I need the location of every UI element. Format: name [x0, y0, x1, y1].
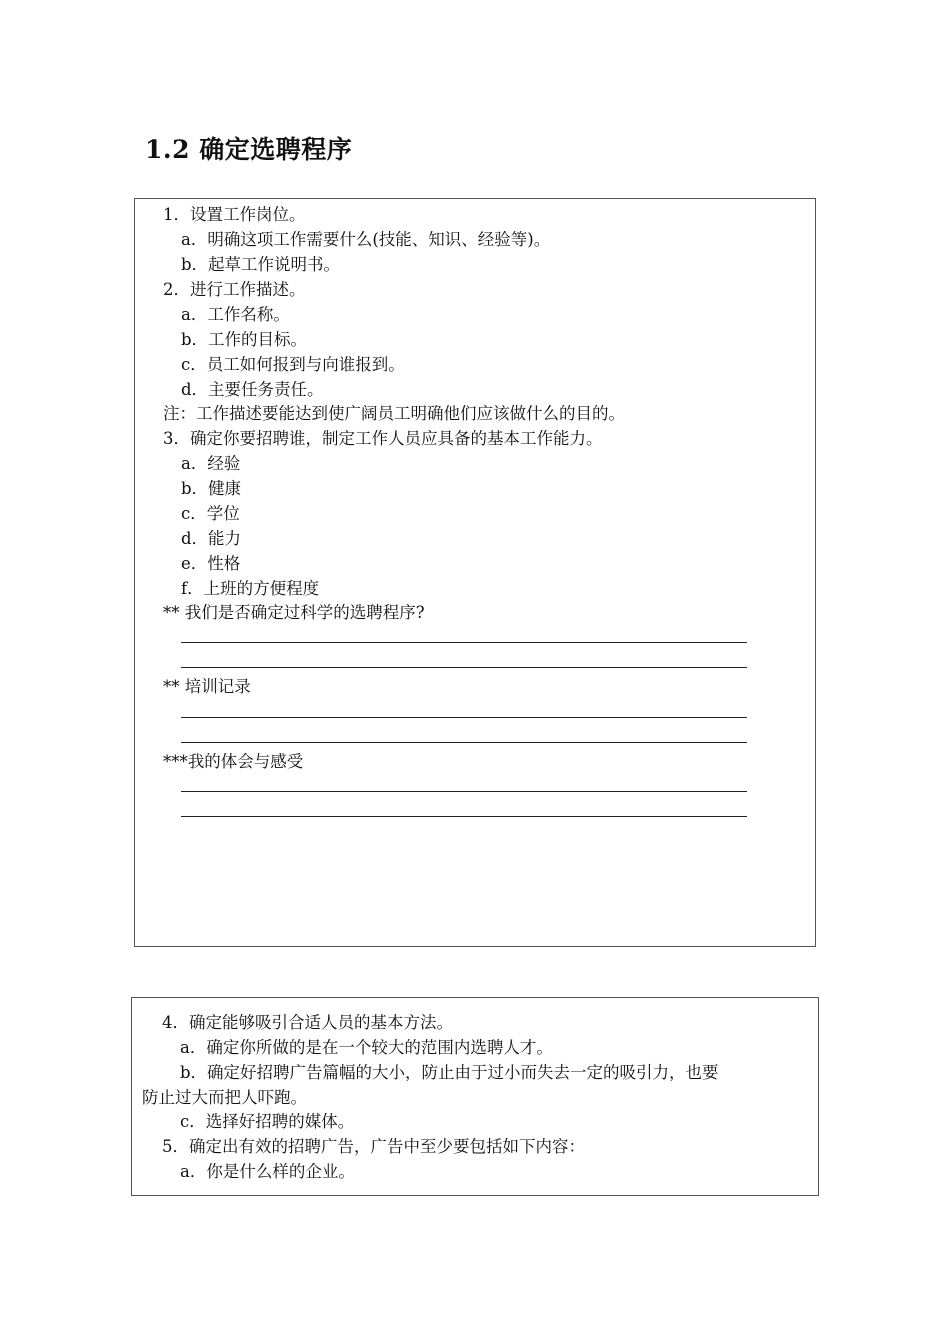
- question-procedure: ** 我们是否确定过科学的选聘程序?: [163, 603, 425, 622]
- step-2c: c．员工如何报到与向谁报到。: [181, 355, 405, 374]
- step-2: 2．进行工作描述。: [163, 280, 306, 299]
- step-1b: b．起草工作说明书。: [181, 255, 341, 274]
- page-title: 1.2 确定选聘程序: [145, 135, 353, 164]
- step-4a: a．确定你所做的是在一个较大的范围内选聘人才。: [180, 1038, 553, 1057]
- note: 注：工作描述要能达到使广阔员工明确他们应该做什么的目的。: [163, 404, 625, 423]
- step-4b: b．确定好招聘广告篇幅的大小，防止由于过小而失去一定的吸引力，也要: [180, 1063, 719, 1082]
- answer-line[interactable]: [181, 642, 747, 643]
- step-3a: a．经验: [181, 454, 241, 473]
- step-5a: a．你是什么样的企业。: [180, 1162, 355, 1181]
- step-4b-cont: 防止过大而把人吓跑。: [142, 1088, 307, 1107]
- step-3d: d．能力: [181, 529, 242, 548]
- methods-box: [131, 997, 819, 1196]
- step-2b: b．工作的目标。: [181, 330, 308, 349]
- step-4: 4．确定能够吸引合适人员的基本方法。: [162, 1013, 453, 1032]
- step-2a: a．工作名称。: [181, 305, 290, 324]
- step-3e: e．性格: [181, 554, 241, 573]
- step-3f: f．上班的方便程度: [181, 579, 320, 598]
- answer-line[interactable]: [181, 667, 747, 668]
- training-line[interactable]: [181, 717, 747, 718]
- training-line[interactable]: [181, 742, 747, 743]
- step-1: 1．设置工作岗位。: [163, 205, 306, 224]
- step-3c: c．学位: [181, 504, 240, 523]
- reflection-line[interactable]: [181, 816, 747, 817]
- procedure-box: [134, 198, 816, 947]
- step-3b: b．健康: [181, 479, 242, 498]
- step-2d: d．主要任务责任。: [181, 380, 324, 399]
- step-5: 5．确定出有效的招聘广告，广告中至少要包括如下内容：: [162, 1137, 585, 1156]
- training-record-label: ** 培训记录: [163, 677, 251, 696]
- step-4c: c．选择好招聘的媒体。: [180, 1112, 355, 1131]
- reflection-label: ***我的体会与感受: [163, 752, 304, 771]
- step-1a: a．明确这项工作需要什么(技能、知识、经验等)。: [181, 230, 551, 249]
- reflection-line[interactable]: [181, 791, 747, 792]
- step-3: 3．确定你要招聘谁，制定工作人员应具备的基本工作能力。: [163, 429, 603, 448]
